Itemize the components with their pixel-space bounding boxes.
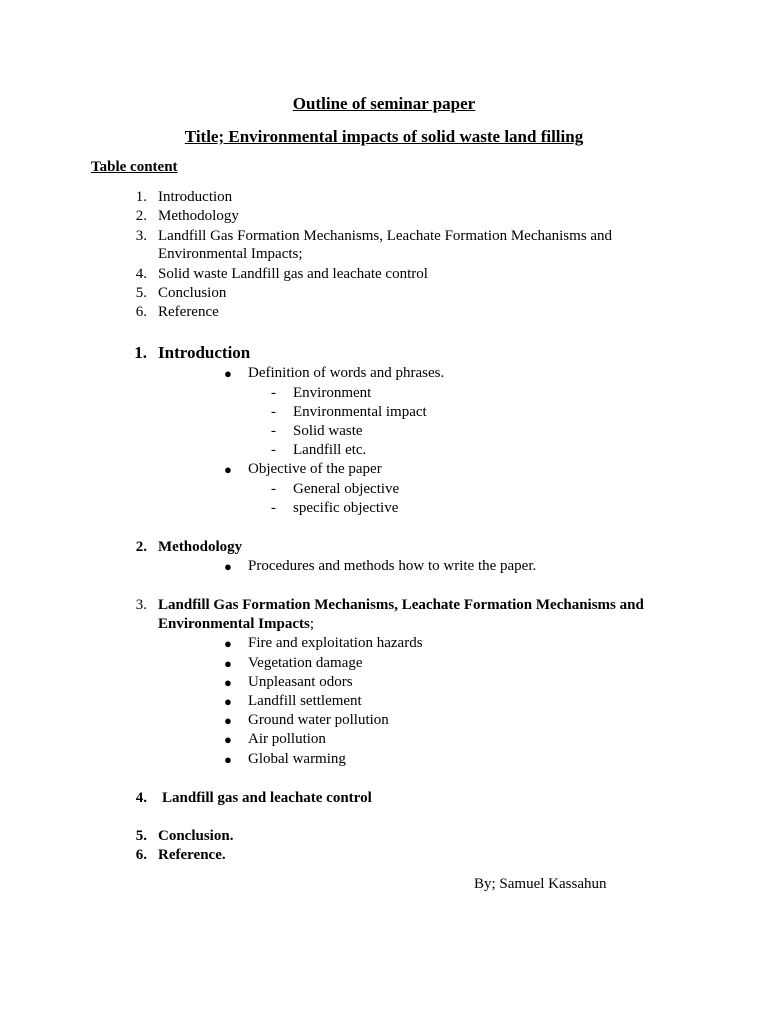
bullet-text: Procedures and methods how to write the paper. bbox=[248, 558, 537, 574]
dash-text: specific objective bbox=[293, 500, 399, 516]
bullet-text: Fire and exploitation hazards bbox=[248, 635, 423, 651]
section-title: Conclusion. bbox=[158, 828, 234, 844]
section-title: Introduction bbox=[158, 343, 251, 362]
toc-number: 6. bbox=[135, 304, 147, 320]
bullet-text: Objective of the paper bbox=[248, 461, 382, 477]
bullet-icon: ● bbox=[224, 656, 232, 671]
toc-text: Methodology bbox=[158, 208, 239, 224]
bullet-text: Definition of words and phrases. bbox=[248, 365, 445, 381]
toc-item-3-continued: Environmental Impacts; bbox=[158, 246, 303, 262]
toc-number: 1. bbox=[135, 189, 147, 205]
bullet-icon: ● bbox=[224, 462, 232, 477]
section-number: 1. bbox=[134, 343, 147, 362]
toc-text: Introduction bbox=[158, 189, 233, 205]
section-title: Methodology bbox=[158, 539, 243, 555]
bullet-text: Global warming bbox=[248, 751, 346, 767]
bullet-icon: ● bbox=[224, 732, 232, 747]
dash-icon: - bbox=[271, 442, 276, 458]
toc-number: 3. bbox=[135, 228, 147, 244]
section-title: Landfill Gas Formation Mechanisms, Leachate Formation Mechanisms and bbox=[158, 597, 644, 613]
dash-text: Landfill etc. bbox=[293, 442, 367, 458]
toc-text: Solid waste Landfill gas and leachate control bbox=[158, 266, 428, 282]
section-title-continued: Environmental Impacts bbox=[158, 616, 310, 632]
bullet-icon: ● bbox=[224, 675, 232, 690]
dash-icon: - bbox=[271, 423, 276, 439]
outline-title: Outline of seminar paper bbox=[292, 94, 476, 113]
section-number: 6. bbox=[135, 847, 147, 863]
bullet-icon: ● bbox=[224, 366, 232, 381]
dash-icon: - bbox=[271, 481, 276, 497]
dash-icon: - bbox=[271, 404, 276, 420]
dash-icon: - bbox=[271, 500, 276, 516]
toc-number: 5. bbox=[135, 285, 147, 301]
toc-number: 4. bbox=[135, 266, 147, 282]
bullet-text: Unpleasant odors bbox=[248, 674, 353, 690]
bullet-text: Ground water pollution bbox=[248, 712, 389, 728]
dash-text: Solid waste bbox=[293, 423, 363, 439]
section-3-heading-continued bbox=[158, 615, 314, 634]
section-number: 4. bbox=[135, 790, 147, 806]
bullet-icon: ● bbox=[224, 559, 232, 574]
bullet-icon: ● bbox=[224, 636, 232, 651]
toc-number: 2. bbox=[135, 208, 147, 224]
dash-icon: - bbox=[271, 385, 276, 401]
toc-text: Reference bbox=[158, 304, 219, 320]
section-number: 5. bbox=[135, 828, 147, 844]
section-number: 3. bbox=[135, 597, 147, 613]
paper-title: Title; Environmental impacts of solid waste land filling bbox=[184, 127, 584, 146]
bullet-icon: ● bbox=[224, 694, 232, 709]
bullet-icon: ● bbox=[224, 752, 232, 767]
bullet-icon: ● bbox=[224, 713, 232, 728]
bullet-text: Landfill settlement bbox=[248, 693, 362, 709]
toc-text: Landfill Gas Formation Mechanisms, Leachate Formation Mechanisms and bbox=[158, 228, 613, 244]
toc-heading: Table content bbox=[91, 159, 178, 175]
section-title-tail: ; bbox=[309, 616, 314, 632]
bullet-text: Air pollution bbox=[248, 731, 326, 747]
dash-text: Environment bbox=[293, 385, 372, 401]
dash-text: General objective bbox=[293, 481, 400, 497]
section-title: Reference. bbox=[158, 847, 226, 863]
byline: By; Samuel Kassahun bbox=[474, 876, 607, 892]
section-title: Landfill gas and leachate control bbox=[162, 790, 372, 806]
toc-text: Conclusion bbox=[158, 285, 227, 301]
section-number: 2. bbox=[135, 539, 147, 555]
bullet-text: Vegetation damage bbox=[248, 655, 363, 671]
dash-text: Environmental impact bbox=[293, 404, 427, 420]
